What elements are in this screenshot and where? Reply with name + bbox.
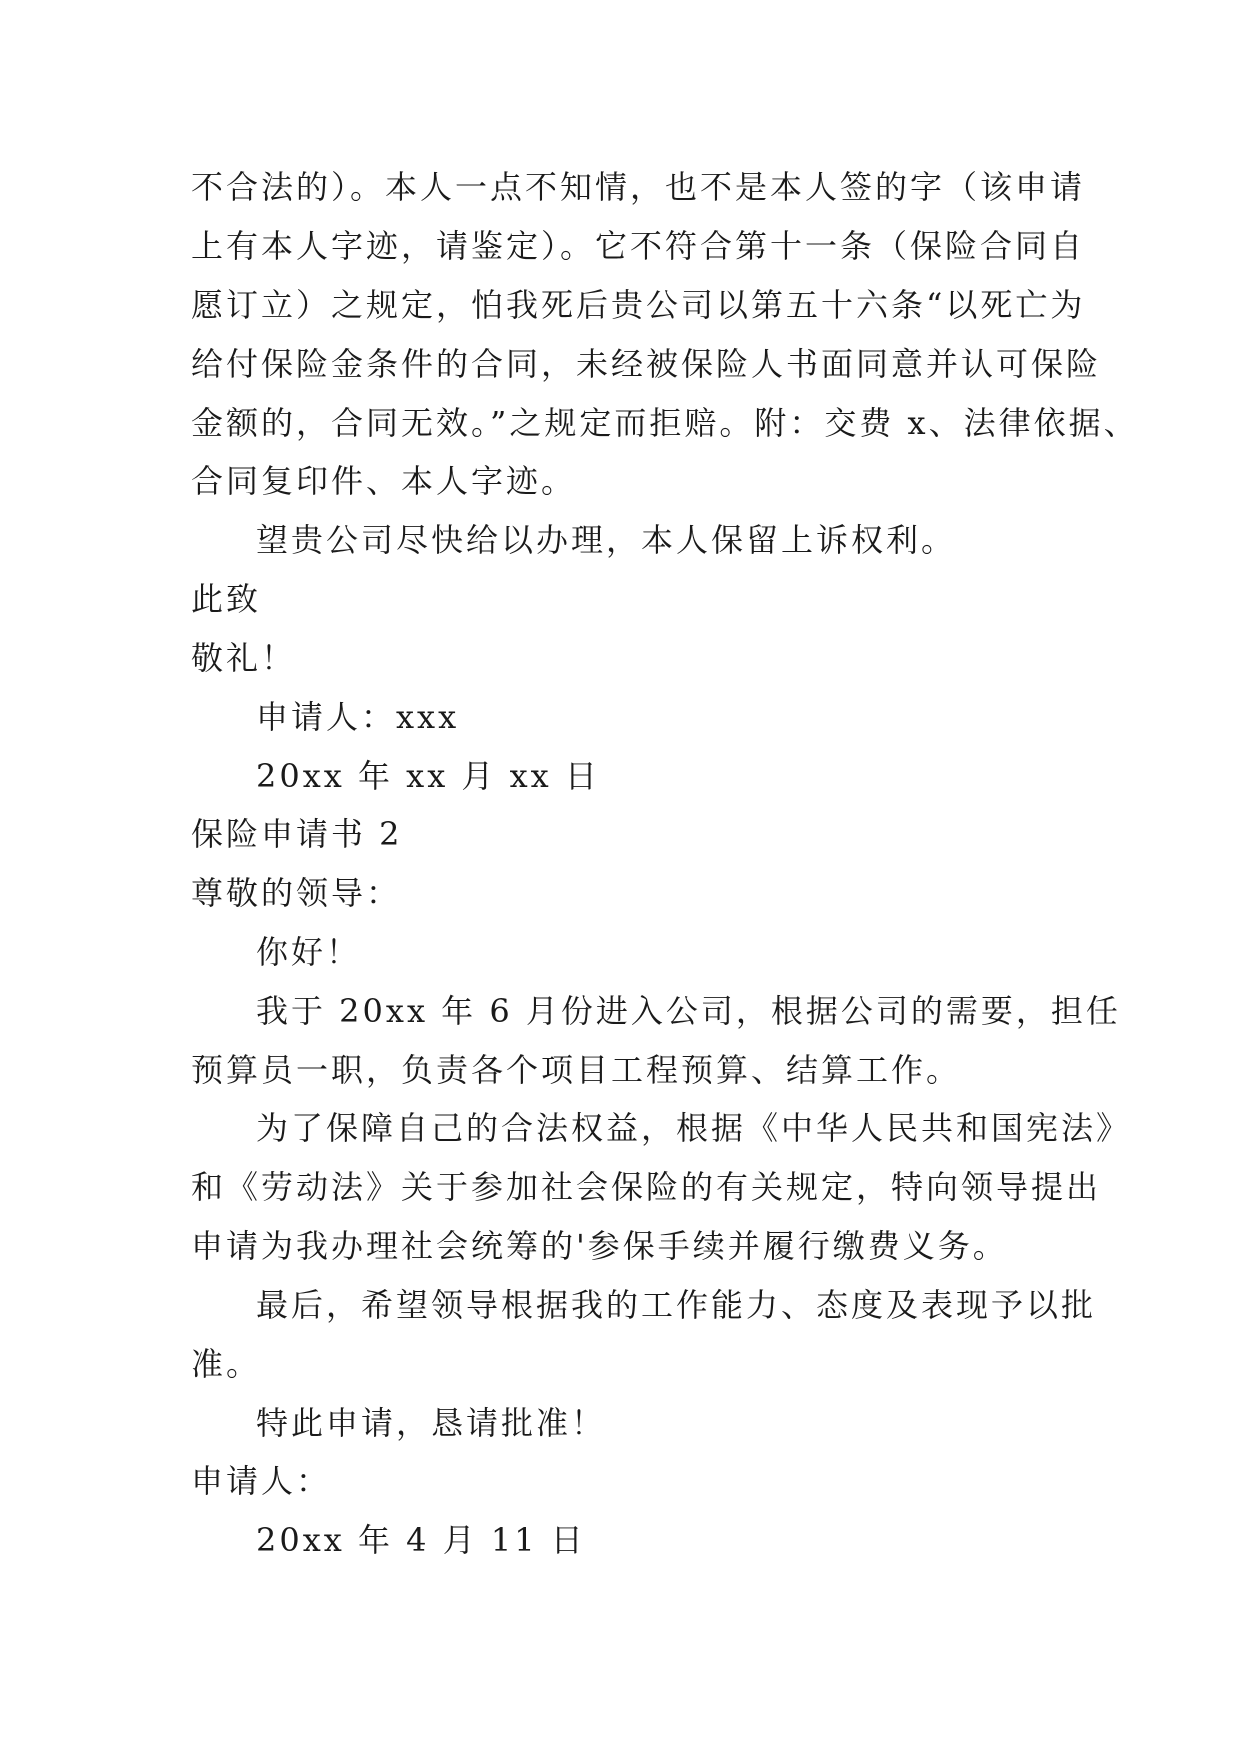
- applicant-line: 申请人：xxx: [256, 698, 460, 736]
- body-text-line: 和《劳动法》关于参加社会保险的有关规定，特向领导提出: [191, 1168, 1102, 1206]
- body-text-line: 望贵公司尽快给以办理，本人保留上诉权利。: [256, 521, 957, 559]
- closing-line: 特此申请，恳请批准！: [256, 1404, 607, 1442]
- body-text-line: 预算员一职，负责各个项目工程预算、结算工作。: [191, 1051, 962, 1089]
- salutation-line: 尊敬的领导：: [191, 874, 402, 912]
- applicant-line: 申请人：: [191, 1462, 332, 1500]
- body-text-line: 合同复印件、本人字迹。: [191, 462, 577, 500]
- body-text-line: 金额的，合同无效。”之规定而拒赔。附：交费 x、法律依据、: [191, 404, 1139, 442]
- body-text-line: 给付保险金条件的合同，未经被保险人书面同意并认可保险: [191, 345, 1102, 383]
- greeting-line: 你好！: [256, 933, 362, 971]
- date-line: 20xx 年 4 月 11 日: [256, 1521, 586, 1559]
- body-text-line: 不合法的）。本人一点不知情，也不是本人签的字（该申请: [191, 168, 1086, 206]
- section-title: 保险申请书 2: [191, 815, 403, 853]
- closing-line: 此致: [191, 580, 262, 618]
- body-text-line: 最后，希望领导根据我的工作能力、态度及表现予以批: [256, 1286, 1097, 1324]
- body-text-line: 我于 20xx 年 6 月份进入公司，根据公司的需要，担任: [256, 992, 1121, 1030]
- body-text-line: 申请为我办理社会统筹的'参保手续并履行缴费义务。: [191, 1227, 1008, 1265]
- closing-line: 敬礼！: [191, 639, 297, 677]
- body-text-line: 愿订立）之规定，怕我死后贵公司以第五十六条“以死亡为: [191, 286, 1086, 324]
- body-text-line: 为了保障自己的合法权益，根据《中华人民共和国宪法》: [256, 1109, 1132, 1147]
- body-text-line: 上有本人字迹，请鉴定）。它不符合第十一条（保险合同自: [191, 227, 1086, 265]
- body-text-line: 准。: [191, 1345, 262, 1383]
- date-line: 20xx 年 xx 月 xx 日: [256, 757, 600, 795]
